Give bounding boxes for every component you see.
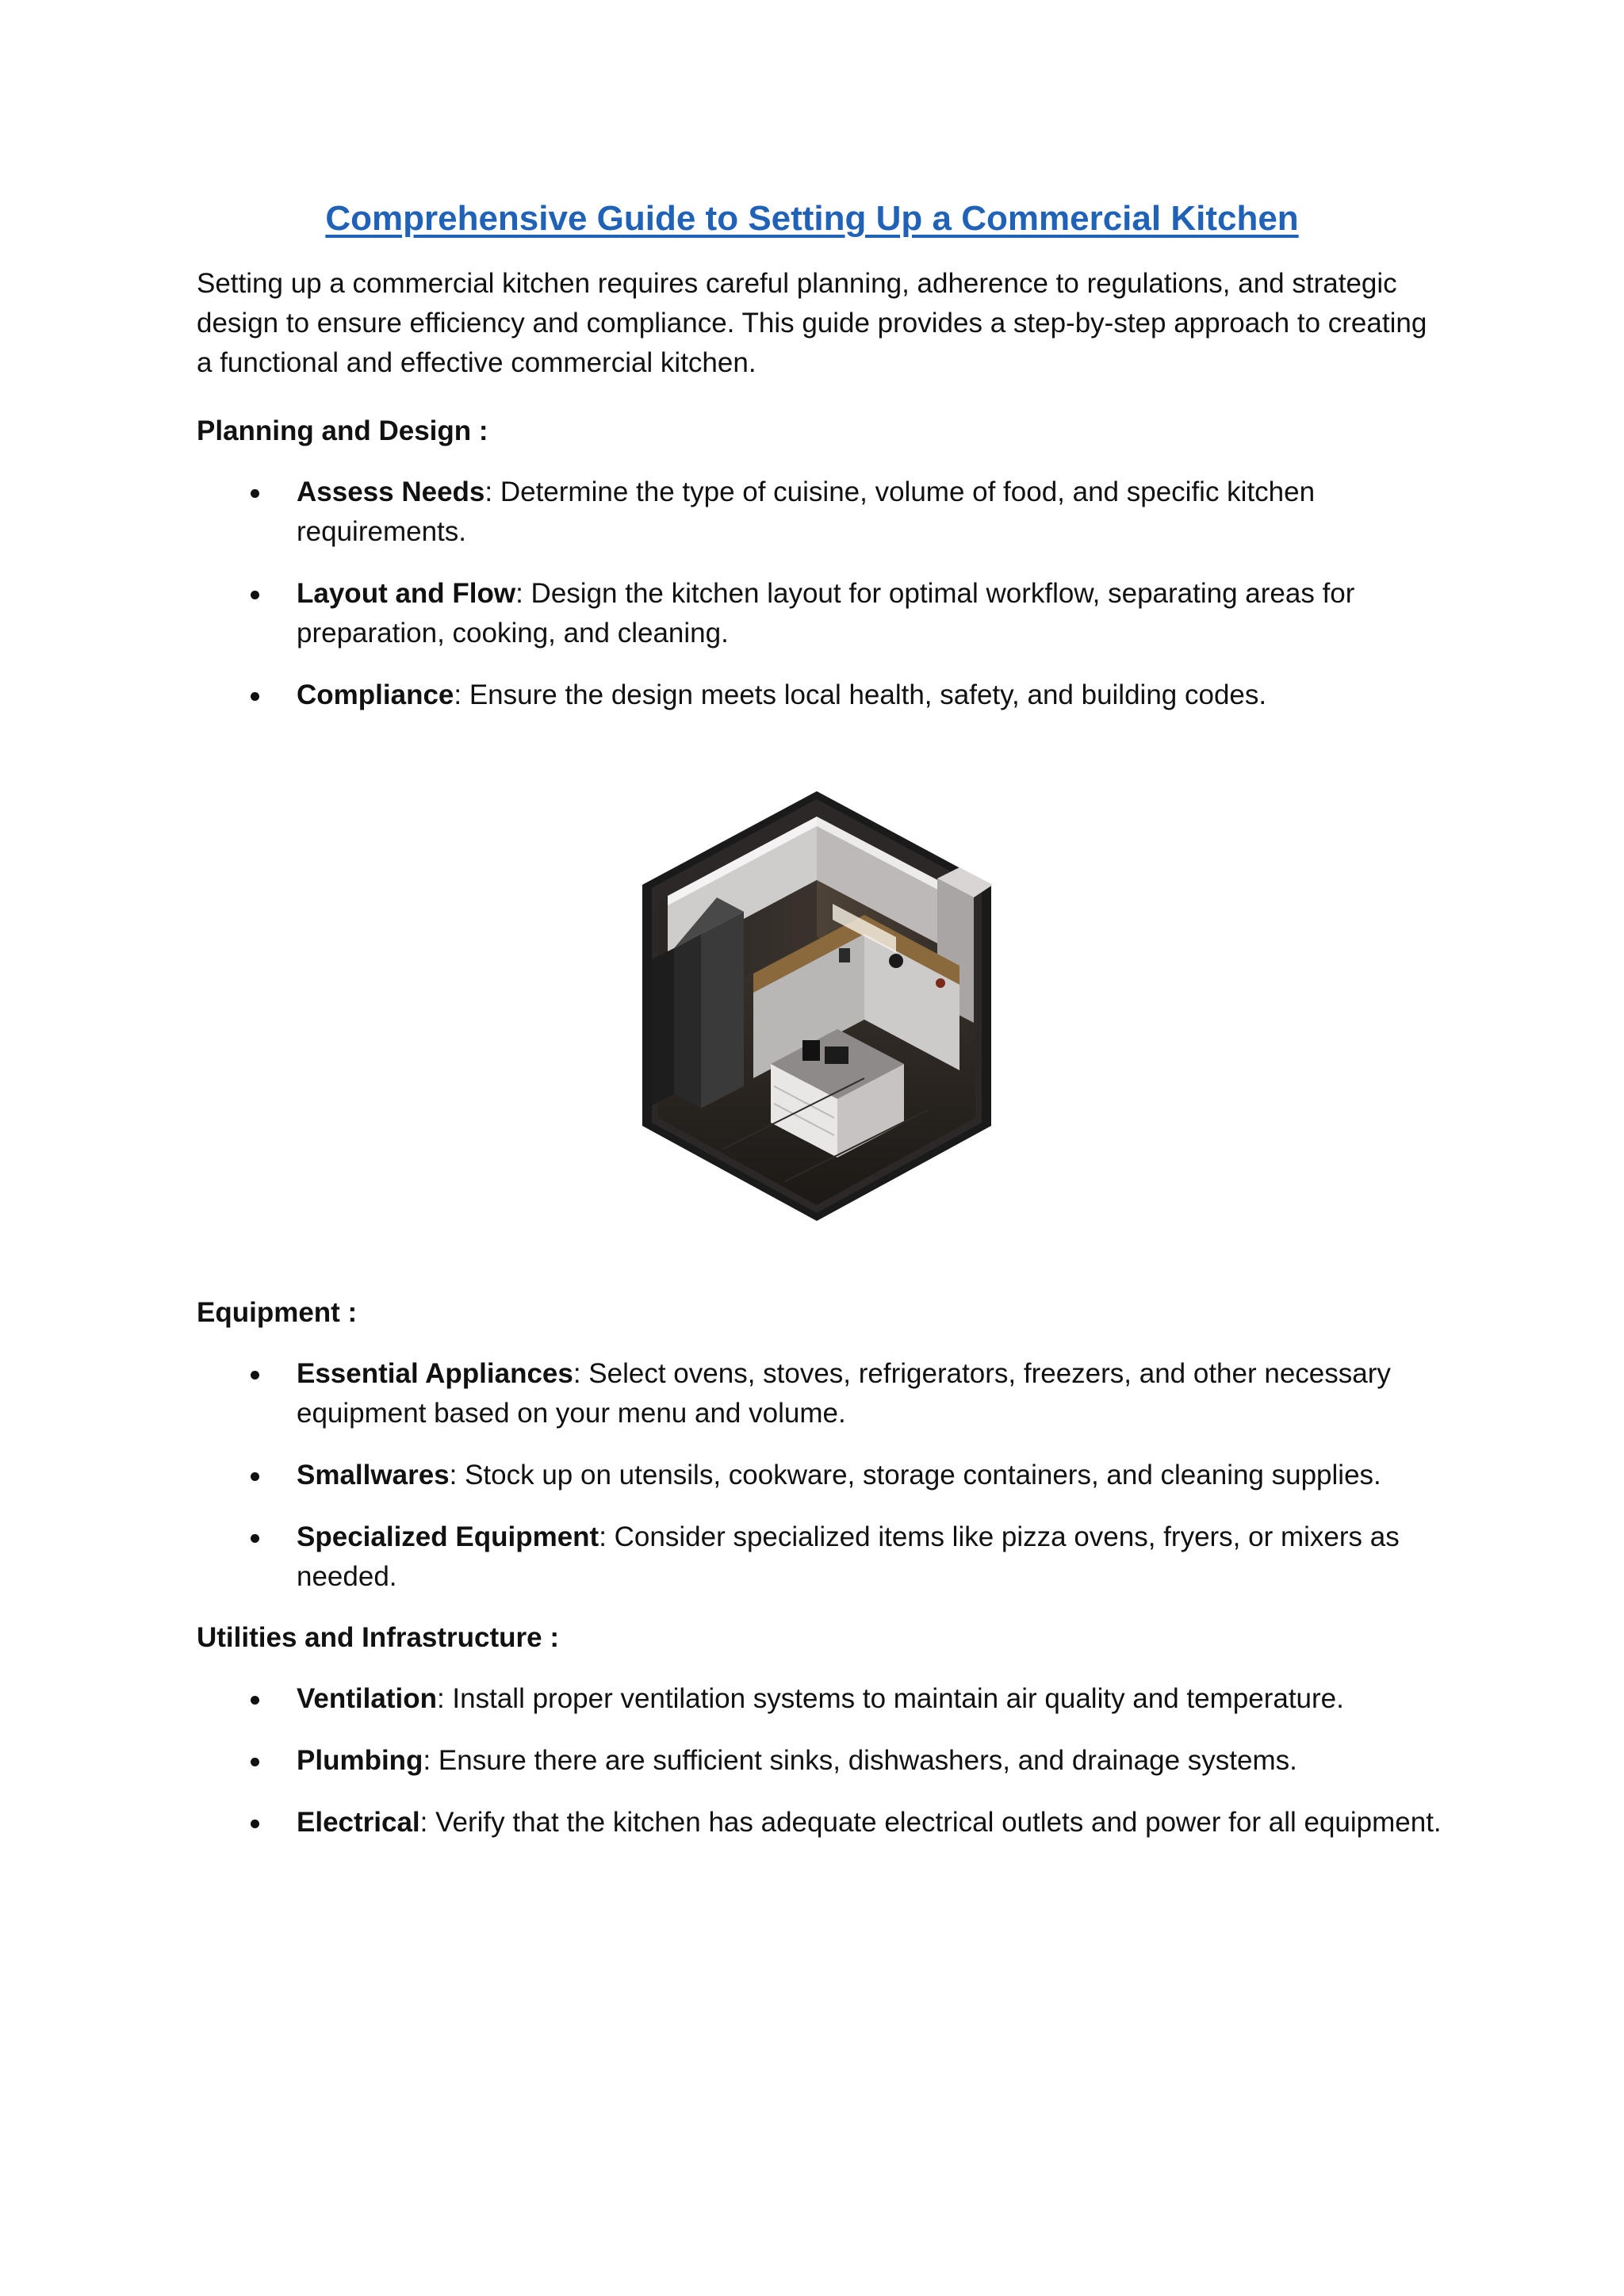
item-text: : Design the kitchen layout for optimal workflow, separating areas for preparation, cooking, and cleaning. bbox=[297, 578, 1355, 649]
item-text: : Ensure there are sufficient sinks, dishwashers, and drainage systems. bbox=[423, 1745, 1297, 1776]
list-item bbox=[197, 1517, 1450, 1597]
bullet-icon bbox=[251, 591, 259, 599]
list-item bbox=[197, 1354, 1450, 1433]
list-item bbox=[197, 473, 1450, 552]
item-term: Assess Needs bbox=[297, 476, 485, 507]
section-heading-equipment: Equipment : bbox=[197, 1297, 358, 1328]
bullet-icon bbox=[251, 1758, 259, 1766]
item-term: Ventilation bbox=[297, 1683, 437, 1714]
list-item bbox=[197, 675, 1450, 715]
bullet-icon bbox=[251, 1696, 259, 1705]
list-item bbox=[197, 1679, 1450, 1719]
bullet-icon bbox=[251, 489, 259, 498]
page-title: Comprehensive Guide to Setting Up a Commercial Kitchen bbox=[325, 199, 1299, 238]
bullet-icon bbox=[251, 1472, 259, 1481]
equipment-list bbox=[197, 1354, 1450, 1619]
item-text: : Verify that the kitchen has adequate electrical outlets and power for all equipment. bbox=[419, 1807, 1442, 1838]
item-term: Specialized Equipment bbox=[297, 1521, 599, 1552]
isometric-kitchen-illustration-icon bbox=[626, 785, 1007, 1229]
list-item bbox=[197, 1456, 1450, 1495]
bullet-icon bbox=[251, 1371, 259, 1380]
bullet-icon bbox=[251, 692, 259, 701]
item-text: : Install proper ventilation systems to maintain air quality and temperature. bbox=[436, 1683, 1344, 1714]
section-heading-planning: Planning and Design : bbox=[197, 415, 488, 446]
item-term: Smallwares bbox=[297, 1460, 450, 1490]
item-term: Compliance bbox=[297, 679, 454, 710]
item-text: : Select ovens, stoves, refrigerators, freezers, and other necessary equipment based on your menu and volume. bbox=[297, 1358, 1391, 1429]
list-item bbox=[197, 574, 1450, 653]
intro-paragraph: Setting up a commercial kitchen requires careful planning, adherence to regulations, and strategic design to ensure efficiency and compliance. This guide provides a step-by-step approach to creating a functional and effective commercial kitchen. bbox=[197, 268, 1427, 378]
list-item bbox=[197, 1803, 1450, 1843]
utilities-list bbox=[197, 1679, 1450, 1865]
bullet-icon bbox=[251, 1534, 259, 1543]
list-item bbox=[197, 1741, 1450, 1781]
planning-list bbox=[197, 473, 1450, 737]
bullet-icon bbox=[251, 1820, 259, 1828]
item-term: Plumbing bbox=[297, 1745, 423, 1776]
item-text: : Ensure the design meets local health, safety, and building codes. bbox=[454, 679, 1267, 710]
item-text: : Determine the type of cuisine, volume of food, and specific kitchen requirements. bbox=[297, 476, 1316, 547]
item-term: Layout and Flow bbox=[297, 578, 516, 609]
item-text: : Stock up on utensils, cookware, storage containers, and cleaning supplies. bbox=[449, 1460, 1381, 1490]
item-term: Electrical bbox=[297, 1807, 420, 1838]
section-heading-utilities: Utilities and Infrastructure : bbox=[197, 1622, 560, 1653]
item-term: Essential Appliances bbox=[297, 1358, 573, 1389]
item-text: : Consider specialized items like pizza ovens, fryers, or mixers as needed. bbox=[297, 1521, 1400, 1592]
